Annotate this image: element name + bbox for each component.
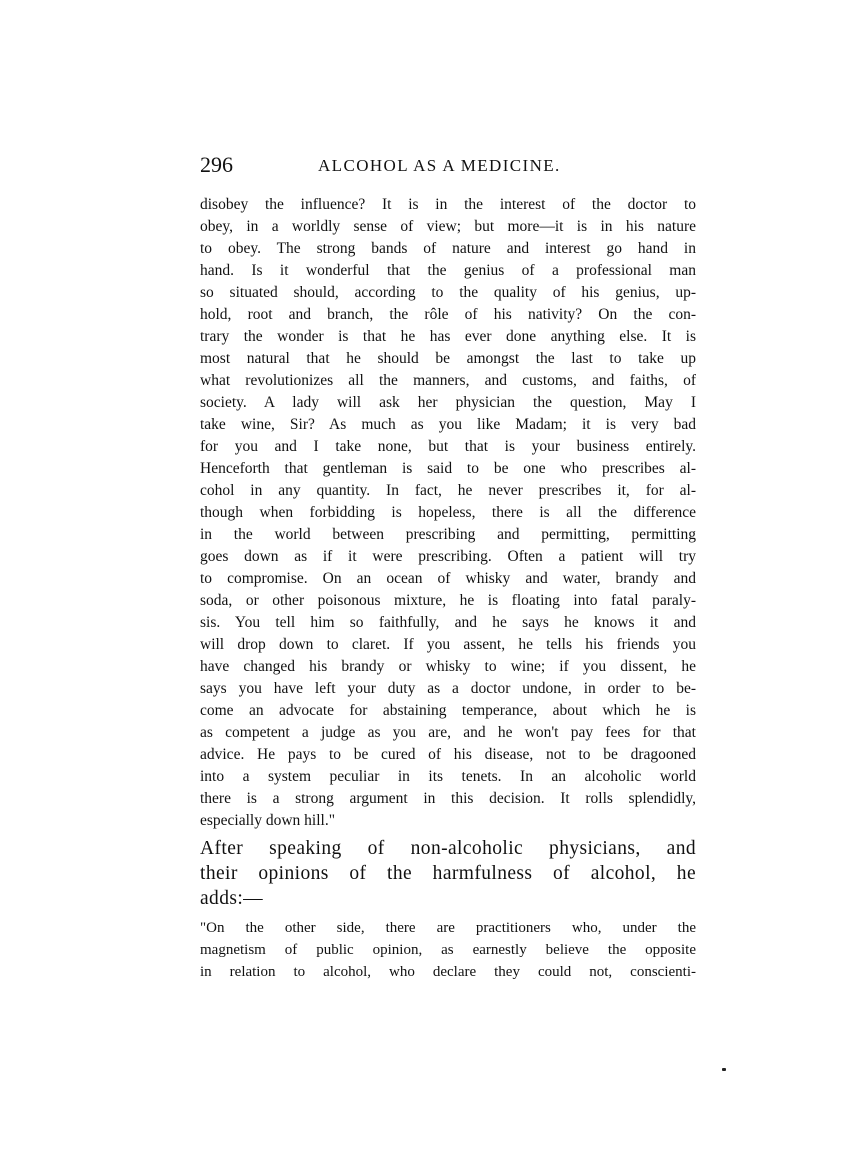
text-line: soda, or other poisonous mixture, he is floating into fatal paraly-	[200, 592, 696, 609]
text-line: goes down as if it were prescribing. Often a patient will try	[200, 548, 696, 565]
text-line: adds:—	[200, 888, 264, 909]
text-line: most natural that he should be amongst the last to take up	[200, 350, 696, 367]
text-line: into a system peculiar in its tenets. In an alcoholic world	[200, 768, 696, 785]
text-line: After speaking of non-alcoholic physicians, and	[200, 838, 696, 859]
text-line: cohol in any quantity. In fact, he never prescribes it, for al-	[200, 482, 696, 499]
text-line: their opinions of the harmfulness of alcohol, he	[200, 863, 696, 884]
text-line: society. A lady will ask her physician the question, May I	[200, 394, 696, 411]
text-line: though when forbidding is hopeless, there is all the difference	[200, 504, 696, 521]
body-paragraph	[200, 836, 696, 911]
text-line: as competent a judge as you are, and he won't pay fees for that	[200, 724, 696, 741]
text-line: obey, in a worldly sense of view; but more—it is in his nature	[200, 218, 696, 235]
page-number: 296	[200, 152, 233, 177]
ink-speck	[722, 1068, 726, 1071]
text-line: have changed his brandy or whisky to wine; if you dissent, he	[200, 658, 696, 675]
text-line: come an advocate for abstaining temperance, about which he is	[200, 702, 696, 719]
text-line: to compromise. On an ocean of whisky and water, brandy and	[200, 570, 696, 587]
text-line: in the world between prescribing and permitting, permitting	[200, 526, 696, 543]
text-line: will drop down to claret. If you assent, he tells his friends you	[200, 636, 696, 653]
text-line: hold, root and branch, the rôle of his nativity? On the con-	[200, 306, 696, 323]
text-line: sis. You tell him so faithfully, and he says he knows it and	[200, 614, 696, 631]
text-line: magnetism of public opinion, as earnestly believe the opposite	[200, 942, 696, 958]
running-title: ALCOHOL AS A MEDICINE.	[318, 156, 561, 175]
text-line: Henceforth that gentleman is said to be one who prescribes al-	[200, 460, 696, 477]
text-line: says you have left your duty as a doctor undone, in order to be-	[200, 680, 696, 697]
text-line: especially down hill."	[200, 812, 336, 829]
text-line: to obey. The strong bands of nature and interest go hand in	[200, 240, 696, 257]
text-line: there is a strong argument in this decision. It rolls splendidly,	[200, 790, 696, 807]
text-line: in relation to alcohol, who declare they could not, conscienti-	[200, 964, 696, 980]
quoted-passage	[200, 194, 696, 832]
text-line: trary the wonder is that he has ever done anything else. It is	[200, 328, 696, 345]
text-line: for you and I take none, but that is your business entirely.	[200, 438, 696, 455]
text-line: advice. He pays to be cured of his disease, not to be dragooned	[200, 746, 696, 763]
text-line: disobey the influence? It is in the interest of the doctor to	[200, 196, 696, 213]
text-line: so situated should, according to the quality of his genius, up-	[200, 284, 696, 301]
text-line: "On the other side, there are practitioners who, under the	[200, 920, 696, 936]
running-head	[200, 150, 696, 180]
text-line: take wine, Sir? As much as you like Madam; it is very bad	[200, 416, 696, 433]
text-line: hand. Is it wonderful that the genius of a professional man	[200, 262, 696, 279]
text-line: what revolutionizes all the manners, and customs, and faiths, of	[200, 372, 696, 389]
second-quoted-passage	[200, 917, 696, 983]
